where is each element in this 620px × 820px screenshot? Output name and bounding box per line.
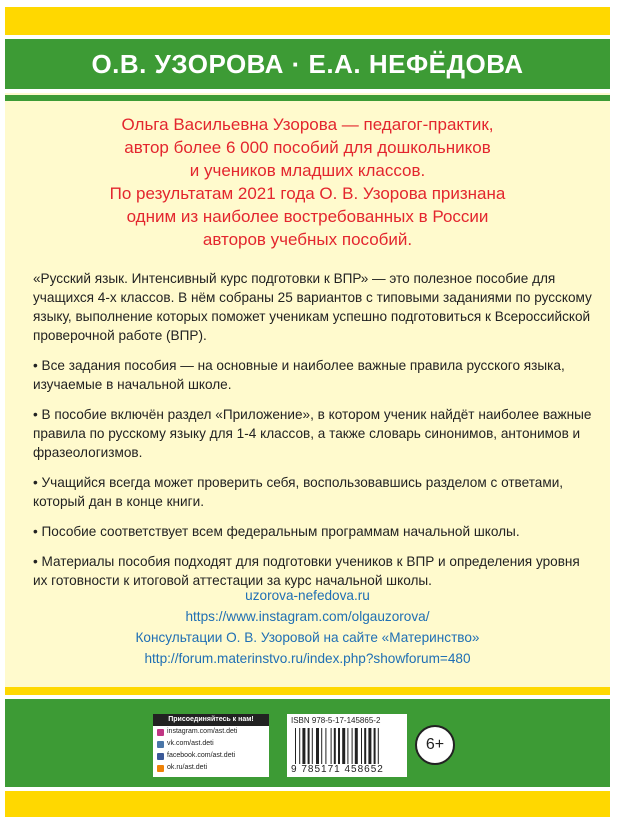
- social-label: ok.ru/ast.deti: [167, 764, 208, 771]
- social-row[interactable]: [153, 738, 269, 750]
- instagram-link[interactable]: https://www.instagram.com/olgauzorova/: [185, 609, 430, 624]
- bullet-item: • Учащийся всегда может проверить себя, воспользовавшись разделом с ответами, который дан в конце книги.: [33, 475, 564, 509]
- intro-line: и учеников младших классов.: [189, 161, 426, 180]
- site-link[interactable]: uzorova-nefedova.ru: [245, 588, 370, 603]
- author-intro: [5, 113, 610, 251]
- forum-link[interactable]: http://forum.materinstvo.ru/index.php?showforum=480: [144, 651, 471, 666]
- facebook-icon: [157, 753, 164, 760]
- book-back-cover: [5, 7, 610, 817]
- isbn-label: ISBN 978-5-17-145865-2: [291, 716, 381, 725]
- vk-icon: [157, 741, 164, 748]
- intro-line: По результатам 2021 года О. В. Узорова признана: [109, 184, 506, 203]
- ok-icon: [157, 765, 164, 772]
- top-yellow-band: [5, 7, 610, 35]
- barcode-icon: [293, 728, 403, 766]
- intro-line: Ольга Васильевна Узорова — педагог-практик,: [121, 115, 494, 134]
- intro-line: одним из наиболее востребованных в России: [126, 207, 489, 226]
- authors-banner: [5, 35, 610, 93]
- green-rule: [5, 95, 610, 101]
- description-paragraph: «Русский язык. Интенсивный курс подготовки к ВПР» — это полезное пособие для учащихся 4-х классов. В нём собраны 25 вариантов с типовыми заданиями по русскому языку, выполнение которых поможет ученикам успешно подготовиться к Всероссийской проверочной работе (ВПР).: [33, 271, 592, 343]
- instagram-icon: [157, 729, 164, 736]
- social-label: vk.com/ast.deti: [167, 740, 214, 747]
- links-block: [5, 585, 610, 669]
- bullet-item: • Пособие соответствует всем федеральным программам начальной школы.: [33, 524, 520, 539]
- authors-title: О.В. УЗОРОВА · Е.А. НЕФЁДОВА: [91, 48, 524, 79]
- social-label: instagram.com/ast.deti: [167, 728, 238, 735]
- social-row[interactable]: [153, 726, 269, 738]
- isbn-box: [287, 714, 407, 777]
- intro-line: авторов учебных пособий.: [202, 230, 413, 249]
- description: [33, 269, 593, 601]
- bottom-yellow-band: [5, 687, 610, 695]
- social-label: facebook.com/ast.deti: [167, 752, 236, 759]
- bullet-item: • Все задания пособия — на основные и наиболее важные правила русского языка, изучаемые в начальной школе.: [33, 358, 565, 392]
- bottom-yellow-band: [5, 791, 610, 817]
- social-row[interactable]: [153, 750, 269, 762]
- bullet-item: • В пособие включён раздел «Приложение», в котором ученик найдёт наиболее важные правила по русскому языку для 1-4 классов, а также словарь синонимов, антонимов и фразеологизмов.: [33, 407, 592, 460]
- social-title: Присоединяйтесь к нам!: [153, 714, 269, 726]
- isbn-digits: 9 785171 458652: [291, 764, 384, 775]
- social-row[interactable]: [153, 762, 269, 774]
- bullet-item: • Материалы пособия подходят для подготовки учеников к ВПР и определения уровня их готовности к итоговой аттестации за курс начальной школы.: [33, 554, 580, 588]
- age-rating-badge: 6+: [415, 725, 455, 765]
- social-box: [153, 714, 269, 777]
- consult-text: Консультации О. В. Узоровой на сайте «Материнство»: [135, 630, 480, 645]
- intro-line: автор более 6 000 пособий для дошкольников: [124, 138, 491, 157]
